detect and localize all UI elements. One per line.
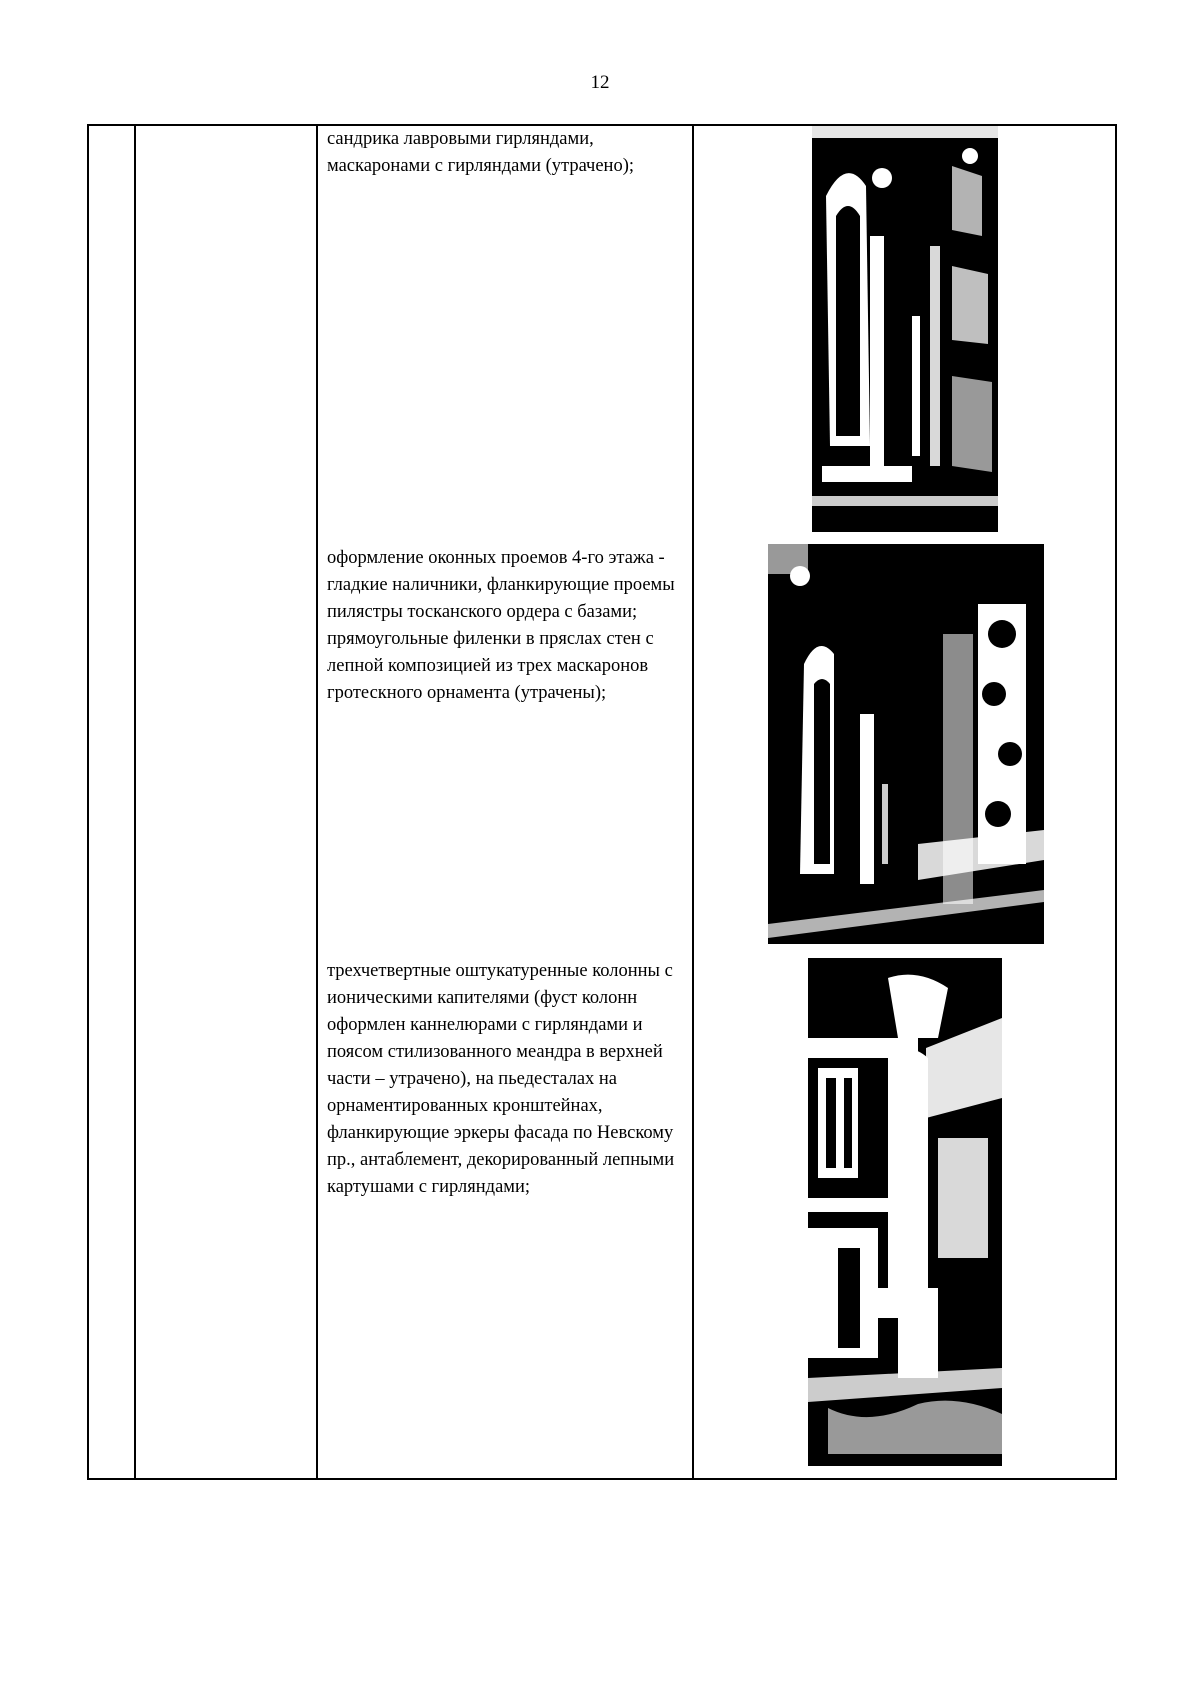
column-divider-3 [692,126,694,1478]
row-3-description [327,958,683,1201]
row-2-paragraph-1: оформление оконных проемов 4-го этажа - гладкие наличники, фланкирующие проемы пилястры тосканского ордера с базами; [327,548,675,622]
row-1-line-1: сандрика лавровыми гирляндами, [327,129,594,149]
row-1-line-2: маскаронами с гирляндами (утрачено); [327,156,635,176]
pilaster-panel-photo [768,544,1044,944]
row-1-description [327,126,683,180]
row-2-description [327,545,683,707]
column-divider-1 [134,126,136,1478]
row-2-paragraph-2: прямоугольные филенки в пряслах стен с лепной композицией из трех маскаронов гротескного орнамента (утрачены); [327,629,654,703]
column-divider-2 [316,126,318,1478]
page-number: 12 [590,72,610,93]
row-3-paragraph-1: трехчетвертные оштукатуренные колонны с ионическими капителями (фуст колонн оформлен каннелюрами с гирляндами и поясом стилизованного меандра в верхней части – утрачено), на пьедесталах на орнаментированных кронштейнах, фланкирующие эркеры фасада по Невскому пр., антаблемент, декорированный лепными картушами с гирляндами; [327,961,675,1197]
ionic-column-photo [808,958,1002,1466]
facade-window-photo [812,126,998,532]
